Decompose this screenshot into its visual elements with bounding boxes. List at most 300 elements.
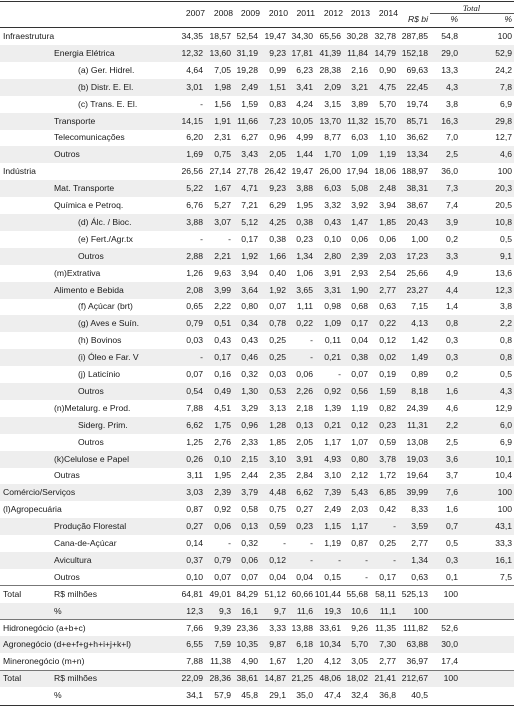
table-cell: 6,55 xyxy=(186,639,203,650)
table-cell: 1,34 xyxy=(411,554,428,565)
table-cell: 1,92 xyxy=(241,250,258,261)
year-header: 2007 xyxy=(185,8,205,18)
table-cell: 51,12 xyxy=(264,588,286,599)
table-cell: - xyxy=(310,538,313,548)
table-cell: 11,35 xyxy=(375,622,396,633)
table-cell: 0,63 xyxy=(411,571,428,582)
table-cell: 0,79 xyxy=(214,554,231,565)
table-cell: - xyxy=(393,554,396,565)
table-row xyxy=(0,518,514,535)
table-cell: 10,1 xyxy=(495,453,512,464)
table-cell: 0,5 xyxy=(446,538,458,548)
table-cell: 41,39 xyxy=(319,47,341,58)
table-cell: 18,57 xyxy=(209,31,231,41)
table-cell: 38,31 xyxy=(406,183,428,194)
table-cell: 10,4 xyxy=(495,470,512,481)
table-cell: 2,26 xyxy=(296,385,313,396)
table-cell: 1,59 xyxy=(241,98,258,109)
table-cell: 27,78 xyxy=(236,166,258,177)
table-cell: 0,59 xyxy=(269,521,286,532)
table-cell: 5,08 xyxy=(351,183,368,194)
table-cell: 5,70 xyxy=(351,639,368,650)
table-row xyxy=(0,400,514,417)
table-cell: 13,60 xyxy=(209,47,231,58)
year-header: 2014 xyxy=(378,8,398,18)
table-cell: 0,13 xyxy=(296,419,313,430)
table-row xyxy=(0,366,514,383)
table-cell: 10,6 xyxy=(351,605,368,616)
row-label: Outros xyxy=(54,571,80,582)
table-cell: 3,9 xyxy=(446,216,458,227)
table-cell: 12,9 xyxy=(495,402,512,413)
table-cell: 100 xyxy=(497,31,512,41)
table-cell: 0,32 xyxy=(241,369,258,379)
table-cell: 4,71 xyxy=(241,183,258,194)
row-label: Avicultura xyxy=(54,554,92,565)
table-cell: 2,03 xyxy=(379,250,396,261)
table-cell: 7,3 xyxy=(446,183,458,194)
table-cell: 2,16 xyxy=(351,64,368,75)
table-cell: 19,03 xyxy=(406,453,428,464)
table-cell: 1,09 xyxy=(324,318,341,329)
table-cell: 33,61 xyxy=(319,622,341,633)
table-cell: 2,2 xyxy=(446,419,458,430)
table-cell: 0,03 xyxy=(269,369,286,379)
table-cell: 0,7 xyxy=(446,521,458,532)
table-cell: 1,47 xyxy=(351,216,368,227)
table-cell: 36,0 xyxy=(441,166,458,177)
table-cell: 0,12 xyxy=(351,419,368,430)
table-cell: 0,68 xyxy=(351,301,368,312)
table-row xyxy=(0,282,514,299)
table-cell: 1,56 xyxy=(214,98,231,109)
table-cell: 0,23 xyxy=(296,521,313,532)
table-cell: 1,95 xyxy=(214,470,231,481)
table-cell: 7,88 xyxy=(186,402,203,413)
table-cell: 6,62 xyxy=(186,419,203,430)
row-label: Energia Elétrica xyxy=(54,47,115,58)
table-cell: 0,51 xyxy=(214,318,231,329)
table-cell: 1,34 xyxy=(296,250,313,261)
table-cell: 0,53 xyxy=(269,385,286,396)
row-label: Outras xyxy=(54,470,80,481)
table-cell: 2,93 xyxy=(351,267,368,278)
row-label: Outros xyxy=(78,385,104,396)
table-cell: 10,8 xyxy=(495,216,512,227)
table-row xyxy=(0,265,514,282)
table-cell: 0,34 xyxy=(241,318,258,329)
table-cell: 0,2 xyxy=(446,233,458,244)
table-cell: 21,25 xyxy=(291,673,313,684)
table-cell: 3,8 xyxy=(446,98,458,109)
year-header: 2009 xyxy=(240,8,260,18)
table-cell: 3,94 xyxy=(241,267,258,278)
table-cell: - xyxy=(228,233,231,244)
table-cell: 3,15 xyxy=(324,98,341,109)
row-label: Indústria xyxy=(3,166,36,177)
table-cell: 2,5 xyxy=(446,149,458,160)
table-cell: 152,18 xyxy=(401,47,428,58)
table-cell: 3,03 xyxy=(186,487,203,498)
table-cell: 0,54 xyxy=(186,385,203,396)
table-rule xyxy=(0,585,514,586)
table-cell: 4,12 xyxy=(324,656,341,667)
table-cell: 1,6 xyxy=(446,385,458,396)
table-cell: 19,28 xyxy=(236,64,258,75)
table-row xyxy=(0,113,514,130)
table-cell: 3,99 xyxy=(214,284,231,295)
table-cell: 0,90 xyxy=(379,64,396,75)
year-header: 2010 xyxy=(268,8,288,18)
table-row xyxy=(0,383,514,400)
row-label: Mat. Transporte xyxy=(54,183,115,194)
table-cell: 1,19 xyxy=(351,402,368,413)
table-row xyxy=(0,315,514,332)
table-cell: 36,62 xyxy=(406,132,428,143)
table-cell: 1,10 xyxy=(379,132,396,143)
table-cell: 3,91 xyxy=(296,453,313,464)
row-label: Outros xyxy=(78,436,104,447)
table-cell: 2,22 xyxy=(214,301,231,312)
table-cell: 19,47 xyxy=(264,31,286,41)
table-cell: 0,06 xyxy=(241,554,258,565)
row-label: (g) Aves e Suín. xyxy=(78,318,139,329)
table-row xyxy=(0,586,514,603)
table-cell: 0,02 xyxy=(379,352,396,363)
table-cell: 38,67 xyxy=(406,200,428,210)
row-label: (a) Ger. Hidrel. xyxy=(78,64,135,75)
row-label: Química e Petroq. xyxy=(54,200,124,210)
table-cell: 0,96 xyxy=(241,419,258,430)
table-cell: 20,5 xyxy=(495,200,512,210)
table-cell: 14,15 xyxy=(181,115,203,126)
table-row xyxy=(0,484,514,501)
table-cell: 11,38 xyxy=(210,656,231,667)
table-cell: 7,30 xyxy=(379,639,396,650)
row-label: Agronegócio (d+e+f+g+h+i+j+k+l) xyxy=(3,639,132,650)
table-cell: 4,13 xyxy=(411,318,428,329)
table-cell: 0,17 xyxy=(241,233,258,244)
table-cell: 4,51 xyxy=(214,402,231,413)
table-cell: 0,07 xyxy=(241,571,258,582)
table-cell: 0,04 xyxy=(269,571,286,582)
table-cell: 6,62 xyxy=(296,487,313,498)
table-cell: 18,02 xyxy=(346,673,368,684)
table-cell: 3,8 xyxy=(500,301,512,312)
table-cell: 3,64 xyxy=(241,284,258,295)
table-cell: 0,2 xyxy=(446,369,458,379)
table-cell: 1,66 xyxy=(269,250,286,261)
table-cell: 52,9 xyxy=(495,47,512,58)
table-cell: 2,76 xyxy=(214,436,231,447)
table-cell: 3,89 xyxy=(351,98,368,109)
table-cell: 3,88 xyxy=(186,216,203,227)
table-cell: - xyxy=(310,554,313,565)
total-subheader: % xyxy=(450,14,458,24)
row-label: Mineronegócio (m+n) xyxy=(3,656,85,667)
table-cell: 20,3 xyxy=(495,183,512,194)
row-label: Cana-de-Açúcar xyxy=(54,538,117,548)
table-cell: 1,95 xyxy=(296,200,313,210)
table-cell: 6,18 xyxy=(296,639,313,650)
row-label: Total xyxy=(3,588,22,599)
table-cell: 0,25 xyxy=(269,335,286,346)
table-cell: 2,03 xyxy=(351,504,368,515)
table-cell: 7,8 xyxy=(500,81,512,92)
table-cell: 3,3 xyxy=(446,250,458,261)
table-cell: - xyxy=(200,352,203,363)
table-cell: 0,43 xyxy=(324,216,341,227)
table-cell: 2,08 xyxy=(186,284,203,295)
table-row xyxy=(0,28,514,45)
table-cell: 43,1 xyxy=(495,521,512,532)
table-cell: 2,12 xyxy=(351,470,368,481)
table-cell: 0,21 xyxy=(324,352,341,363)
table-cell: 2,88 xyxy=(186,250,203,261)
table-cell: 2,2 xyxy=(500,318,512,329)
row-label: Total xyxy=(3,673,22,684)
table-cell: 55,68 xyxy=(346,588,368,599)
table-row xyxy=(0,96,514,113)
table-cell: 0,21 xyxy=(324,419,341,430)
table-cell: 6,03 xyxy=(324,183,341,194)
table-cell: 19,47 xyxy=(291,166,313,177)
table-cell: 1,44 xyxy=(296,149,313,160)
table-cell: 1,69 xyxy=(186,149,203,160)
table-cell: 4,6 xyxy=(500,149,512,160)
table-cell: 4,75 xyxy=(379,81,396,92)
table-cell: 1,39 xyxy=(324,402,341,413)
total-header-label: Total xyxy=(462,3,481,13)
total-subheader: % xyxy=(504,14,512,24)
table-cell: 21,41 xyxy=(374,673,396,684)
table-cell: 7,05 xyxy=(214,64,231,75)
row-label: Transporte xyxy=(54,115,96,126)
row-label: Telecomunicações xyxy=(54,132,125,143)
table-cell: 2,15 xyxy=(241,453,258,464)
table-cell: 0,89 xyxy=(411,369,428,379)
table-cell: 2,05 xyxy=(296,436,313,447)
table-cell: 3,10 xyxy=(269,453,286,464)
year-header: 2012 xyxy=(323,8,343,18)
table-cell: 3,79 xyxy=(241,487,258,498)
table-cell: 525,13 xyxy=(401,588,428,599)
table-row xyxy=(0,129,514,146)
table-row xyxy=(0,349,514,366)
table-cell: 6,9 xyxy=(500,98,512,109)
table-cell: 0,49 xyxy=(214,385,231,396)
table-cell: 6,20 xyxy=(186,132,203,143)
table-cell: 100 xyxy=(497,504,512,515)
table-cell: - xyxy=(283,538,286,548)
table-cell: 4,3 xyxy=(446,81,458,92)
table-cell: 100 xyxy=(443,588,458,599)
table-cell: 5,70 xyxy=(379,98,396,109)
table-cell: 0,82 xyxy=(379,402,396,413)
table-cell: 0,1 xyxy=(446,571,458,582)
table-cell: - xyxy=(365,554,368,565)
table-cell: 0,46 xyxy=(241,352,258,363)
table-cell: 1,75 xyxy=(214,419,231,430)
table-rule xyxy=(0,27,514,28)
table-cell: 0,75 xyxy=(214,149,231,160)
table-cell: 25,66 xyxy=(406,267,428,278)
table-cell: 3,65 xyxy=(296,284,313,295)
table-cell: 9,23 xyxy=(269,183,286,194)
table-cell: 2,5 xyxy=(446,436,458,447)
table-row xyxy=(0,146,514,163)
table-cell: 0,27 xyxy=(296,504,313,515)
table-row xyxy=(0,653,514,670)
row-label: Produção Florestal xyxy=(54,521,127,532)
year-header: 2008 xyxy=(213,8,233,18)
table-cell: 111,82 xyxy=(402,622,428,633)
table-cell: 0,8 xyxy=(500,335,512,346)
table-cell: 6,03 xyxy=(351,132,368,143)
row-label: Comércio/Serviços xyxy=(3,487,76,498)
table-cell: 84,29 xyxy=(236,588,258,599)
table-cell: 7,6 xyxy=(446,487,458,498)
table-cell: 18,06 xyxy=(374,166,396,177)
table-cell: 6,29 xyxy=(269,200,286,210)
table-cell: 2,33 xyxy=(241,436,258,447)
table-cell: 9,87 xyxy=(269,639,286,650)
table-cell: 0,43 xyxy=(214,335,231,346)
row-sublabel: R$ milhões xyxy=(54,673,97,684)
table-cell: - xyxy=(228,538,231,548)
table-cell: 0,38 xyxy=(351,352,368,363)
table-rule xyxy=(0,705,514,706)
table-cell: 12,3 xyxy=(495,284,512,295)
row-label: Outros xyxy=(54,149,80,160)
table-cell: 19,3 xyxy=(324,605,341,616)
table-cell: 69,63 xyxy=(406,64,428,75)
table-cell: 0,25 xyxy=(379,538,396,548)
table-cell: 3,78 xyxy=(379,453,396,464)
table-cell: 1,00 xyxy=(411,233,428,244)
row-label: (i) Óleo e Far. V xyxy=(78,352,139,363)
table-row xyxy=(0,62,514,79)
table-cell: 4,48 xyxy=(269,487,286,498)
table-cell: 35,0 xyxy=(296,690,313,701)
table-cell: 7,88 xyxy=(186,656,203,667)
table-cell: 17,23 xyxy=(406,250,428,261)
table-cell: 16,1 xyxy=(241,605,258,616)
table-cell: 26,56 xyxy=(181,166,203,177)
table-cell: 29,1 xyxy=(269,690,286,701)
table-cell: 2,80 xyxy=(324,250,341,261)
table-cell: 2,35 xyxy=(269,470,286,481)
table-row xyxy=(0,552,514,569)
table-cell: 6,85 xyxy=(379,487,396,498)
row-label: (h) Bovinos xyxy=(78,335,122,346)
table-cell: 3,13 xyxy=(269,402,286,413)
table-cell: 7,66 xyxy=(186,622,203,633)
table-cell: 30,28 xyxy=(346,31,368,41)
table-cell: 0,40 xyxy=(269,267,286,278)
table-cell: - xyxy=(393,521,396,532)
table-cell: 32,4 xyxy=(351,690,368,701)
table-row xyxy=(0,603,514,620)
table-cell: 9,39 xyxy=(214,622,231,633)
table-cell: 8,77 xyxy=(324,132,341,143)
table-cell: 0,07 xyxy=(269,301,286,312)
table-cell: 1,42 xyxy=(411,335,428,346)
table-cell: 100 xyxy=(497,487,512,498)
table-cell: 1,06 xyxy=(296,267,313,278)
table-cell: 24,39 xyxy=(406,402,428,413)
table-cell: 40,5 xyxy=(411,690,428,701)
table-cell: 1,19 xyxy=(379,149,396,160)
table-cell: 0,04 xyxy=(351,335,368,346)
table-cell: 7,0 xyxy=(446,132,458,143)
table-cell: 7,5 xyxy=(500,571,512,582)
table-cell: 3,10 xyxy=(324,470,341,481)
table-cell: 20,43 xyxy=(406,216,428,227)
table-row xyxy=(0,79,514,96)
table-cell: 13,6 xyxy=(495,267,512,278)
table-cell: 0,98 xyxy=(324,301,341,312)
table-cell: 0,80 xyxy=(351,453,368,464)
table-cell: 13,34 xyxy=(406,149,428,160)
table-cell: 1,4 xyxy=(446,301,458,312)
table-cell: 13,3 xyxy=(441,64,458,75)
table-cell: 0,78 xyxy=(269,318,286,329)
table-cell: 9,63 xyxy=(214,267,231,278)
table-cell: 36,97 xyxy=(406,656,428,667)
table-cell: 47,4 xyxy=(324,690,341,701)
table-cell: 31,19 xyxy=(236,47,258,58)
table-cell: 2,05 xyxy=(269,149,286,160)
table-cell: 13,88 xyxy=(291,622,313,633)
table-cell: 1,59 xyxy=(379,385,396,396)
table-cell: 0,23 xyxy=(379,419,396,430)
row-sublabel: % xyxy=(54,690,62,701)
table-cell: 0,19 xyxy=(379,369,396,379)
table-cell: 27,14 xyxy=(209,166,231,177)
table-cell: 0,07 xyxy=(214,571,231,582)
table-cell: - xyxy=(200,98,203,109)
table-cell: 1,85 xyxy=(269,436,286,447)
table-cell: 6,0 xyxy=(500,419,512,430)
table-cell: 39,99 xyxy=(406,487,428,498)
table-cell: 0,27 xyxy=(186,521,203,532)
table-cell: 0,87 xyxy=(186,504,203,515)
table-cell: 52,54 xyxy=(236,31,258,41)
table-row xyxy=(0,620,514,637)
table-cell: 3,05 xyxy=(351,656,368,667)
table-cell: 11,84 xyxy=(347,47,368,58)
row-sublabel: R$ milhões xyxy=(54,588,97,599)
table-cell: 1,19 xyxy=(324,538,341,548)
table-cell: - xyxy=(365,571,368,582)
table-cell: 9,7 xyxy=(274,605,286,616)
table-cell: 0,99 xyxy=(269,64,286,75)
table-cell: 0,17 xyxy=(379,571,396,582)
table-row xyxy=(0,670,514,687)
table-cell: 212,67 xyxy=(401,673,428,684)
table-cell: 33,3 xyxy=(495,538,512,548)
table-cell: 12,3 xyxy=(186,605,203,616)
table-cell: 0,37 xyxy=(186,554,203,565)
table-cell: 7,59 xyxy=(214,639,231,650)
table-cell: 0,8 xyxy=(500,352,512,363)
table-row xyxy=(0,332,514,349)
table-row xyxy=(0,180,514,197)
table-cell: 0,42 xyxy=(379,504,396,515)
table-cell: 0,58 xyxy=(241,504,258,515)
table-cell: 52,6 xyxy=(441,622,458,633)
